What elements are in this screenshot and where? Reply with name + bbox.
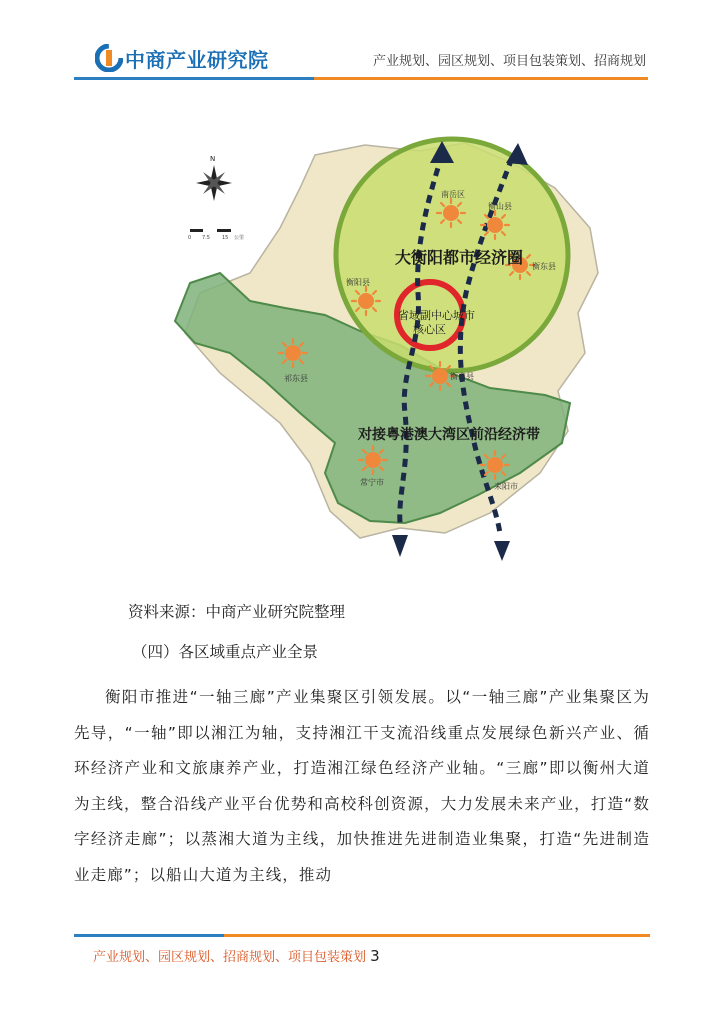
compass-icon	[196, 165, 232, 201]
place-icon-leiyang	[481, 451, 509, 479]
svg-text:7.5: 7.5	[202, 235, 210, 241]
body-paragraph: 衡阳市推进“一轴三廊”产业集聚区引领发展。以“一轴三廊”产业集聚区为先导，“一轴”即以湘江为轴，支持湘江干支流沿线重点发展绿色新兴产业、循环经济产业和文旅康养产业，打造湘江绿色经济产业轴。“三廊”即以衡州大道为主线，整合沿线产业平台优势和高校科创资源，大力发展未来产业，打造“数字经济走廊”；以蒸湘大道为主线，加快推进先进制造业集聚，打造“先进制造业走廊”；以船山大道为主线，推动	[74, 688, 650, 884]
place-icon-hengshan	[481, 211, 509, 239]
svg-text:0: 0	[188, 235, 192, 241]
place-icon-qidong	[279, 339, 307, 367]
compass-north-label: N	[210, 155, 216, 163]
economic-zone-map	[160, 133, 600, 583]
map-caption: 资料来源：中商产业研究院整理	[128, 603, 346, 621]
place-label-qidong: 祁东县	[284, 374, 308, 383]
page-number: 3	[370, 947, 380, 965]
place-label-hengyang: 衡阳县	[346, 278, 370, 287]
place-label-hengnan: 衡南县	[450, 372, 474, 381]
core-label-1: 省域副中心城市	[398, 309, 475, 322]
scale-bar	[190, 229, 245, 232]
belt-label: 对接粤港澳大湾区前沿经济带	[358, 427, 540, 443]
header-rule-orange	[314, 77, 648, 80]
place-label-hengshan: 衡山县	[488, 202, 512, 211]
page-header	[0, 0, 724, 90]
logo-icon	[95, 44, 123, 72]
section-heading: （四）各区域重点产业全景	[132, 643, 319, 661]
footer-rule-blue	[74, 934, 224, 937]
header-tagline: 产业规划、园区规划、项目包装策划、招商规划	[372, 54, 646, 69]
footer	[93, 946, 380, 965]
footer-text: 产业规划、园区规划、招商规划、项目包装策划	[93, 950, 367, 965]
header-rule-blue	[74, 77, 314, 80]
place-icon-changning	[359, 446, 387, 474]
core-label-2: 核心区	[413, 323, 446, 336]
place-label-hengdong: 衡东县	[532, 262, 556, 271]
place-label-nanyue: 南岳区	[441, 190, 465, 199]
place-icon-hengyang	[352, 287, 380, 315]
place-icon-nanyue	[437, 199, 465, 227]
logo-text: 中商产业研究院	[125, 47, 269, 72]
svg-text:15: 15	[222, 235, 229, 241]
place-label-leiyang: 耒阳市	[494, 482, 518, 491]
place-label-changning: 常宁市	[360, 478, 384, 487]
footer-rule-orange	[224, 934, 650, 937]
logo	[95, 43, 269, 73]
circle-label: 大衡阳都市经济圈	[395, 248, 524, 267]
svg-text:公里: 公里	[234, 235, 245, 241]
